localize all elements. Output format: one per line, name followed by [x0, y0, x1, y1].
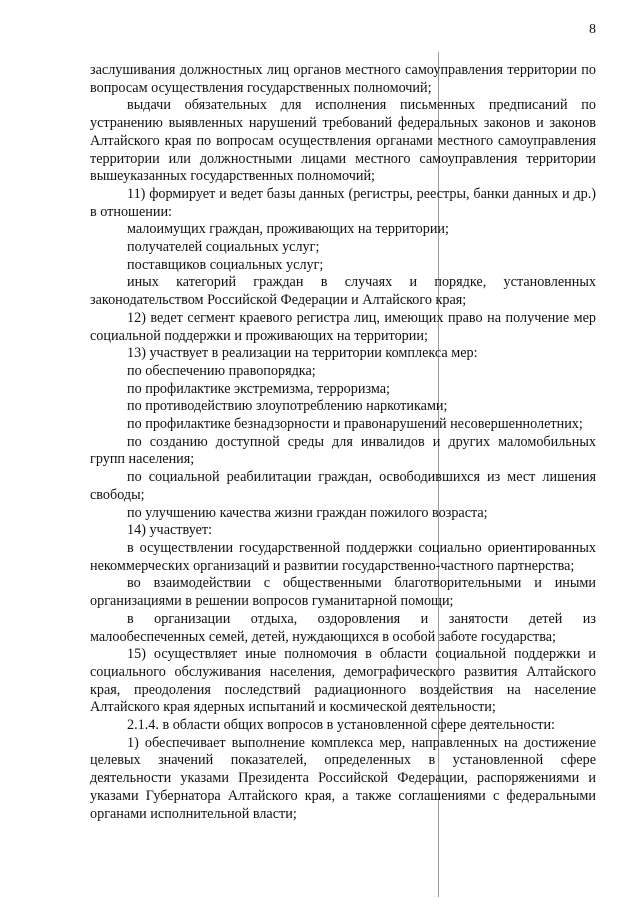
list-item: получателей социальных услуг; [127, 239, 320, 256]
paragraph: 13) участвует в реализации на территории комплекса мер: [127, 345, 478, 362]
paragraph: выдачи обязательных для исполнения письменных предписаний по устранению выявленных нарушений требований федеральных законов и законов Алтайского края по вопросам осуществления органами местного самоуправления территории или должностными лицами местного самоуправления территории вышеуказанных государственных полномочий; [90, 97, 596, 185]
list-item: по обеспечению правопорядка; [127, 362, 316, 379]
paragraph: 11) формирует и ведет базы данных (регистры, реестры, банки данных и др.) в отношении: [90, 185, 596, 220]
list-item: по профилактике экстремизма, терроризма; [127, 380, 390, 397]
section-heading: 2.1.4. в области общих вопросов в установленной сфере деятельности: [127, 717, 555, 734]
document-body [90, 62, 596, 823]
paragraph: 14) участвует: [127, 522, 213, 539]
list-item: по противодействию злоупотреблению наркотиками; [127, 398, 448, 415]
list-item: по профилактике безнадзорности и правонарушений несовершеннолетних; [127, 416, 583, 433]
list-item: малоимущих граждан, проживающих на территории; [127, 221, 449, 238]
list-item: по социальной реабилитации граждан, освободившихся из мест лишения свободы; [90, 469, 596, 503]
list-item: по созданию доступной среды для инвалидов и других маломобильных групп населения; [90, 433, 596, 468]
list-item: во взаимодействии с общественными благотворительными и иными организациями в решении вопросов гуманитарной помощи; [90, 575, 596, 610]
paragraph: 12) ведет сегмент краевого регистра лиц, имеющих право на получение мер социальной поддержки и проживающих на территории; [90, 309, 596, 344]
page-number: 8 [589, 22, 596, 37]
list-item: поставщиков социальных услуг; [127, 256, 324, 273]
list-item: по улучшению качества жизни граждан пожилого возраста; [127, 504, 488, 521]
paragraph: 15) осуществляет иные полномочия в области социальной поддержки и социального обслуживания населения, демографического развития Алтайского края, преодоления последствий радиационного воздействия на население Алтайского края ядерных испытаний и космической деятельности; [90, 646, 596, 716]
paragraph: заслушивания должностных лиц органов местного самоуправления территории по вопросам осуществления государственных полномочий; [90, 62, 596, 96]
list-item: в осуществлении государственной поддержки социально ориентированных некоммерческих организаций и развитии государственно-частного партнерства; [90, 539, 596, 574]
list-item: иных категорий граждан в случаях и порядке, установленных законодательством Российской Федерации и Алтайского края; [90, 274, 596, 309]
list-item: в организации отдыха, оздоровления и занятости детей из малообеспеченных семей, детей, нуждающихся в особой заботе государства; [90, 610, 596, 645]
paragraph: 1) обеспечивает выполнение комплекса мер, направленных на достижение целевых значений показателей, определенных в установленной сфере деятельности указами Президента Российской Федерации, распоряжениями и указами Губернатора Алтайского края, а также соглашениями с федеральными органами исполнительной власти; [90, 734, 596, 822]
